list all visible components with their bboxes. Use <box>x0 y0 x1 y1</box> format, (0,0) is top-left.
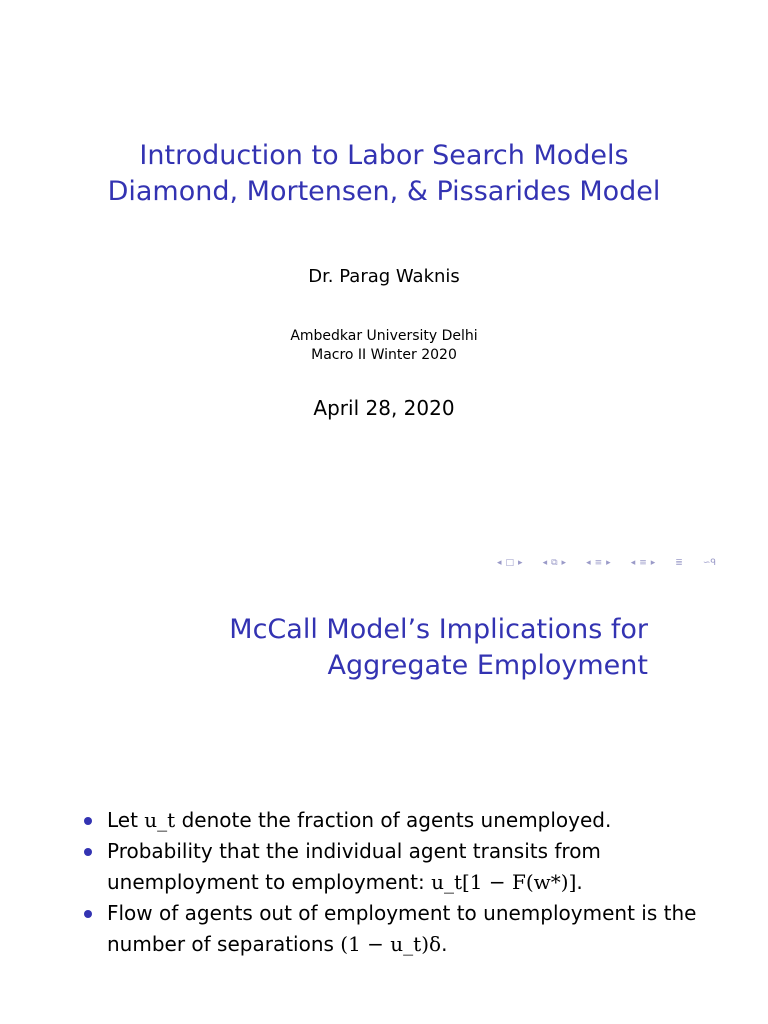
nav-prev-section-icon[interactable]: ◂ <box>586 558 591 568</box>
frame-title-line-2: Aggregate Employment <box>327 650 648 681</box>
institute-line-1: Ambedkar University Delhi <box>290 328 478 344</box>
nav-next-frame-icon[interactable]: ▸ <box>561 558 567 568</box>
institute-line-2: Macro II Winter 2020 <box>311 347 457 363</box>
bullet-item: Flow of agents out of employment to unemployment is the number of separations (1 − u_t)δ. <box>80 898 730 960</box>
bullet-item: Let u_t denote the fraction of agents unemployed. <box>80 805 730 836</box>
author-name: Dr. Parag Waknis <box>308 266 460 287</box>
title-line-1: Introduction to Labor Search Models <box>139 140 629 171</box>
bullet-list <box>80 805 730 960</box>
nav-prev-frame-icon[interactable]: ◂ <box>542 558 548 568</box>
nav-prev-subsection-icon[interactable]: ◂ <box>630 558 636 568</box>
nav-slide-icon[interactable]: □ <box>505 558 515 568</box>
math-expression: u_t[1 − F(w*)] <box>431 870 577 894</box>
title-line-2: Diamond, Mortensen, & Pissarides Model <box>107 176 661 207</box>
institute <box>0 327 768 365</box>
frame-title-line-1: McCall Model’s Implications for <box>229 614 648 645</box>
math-expression: u_t <box>144 808 176 832</box>
math-expression: (1 − u_t)δ <box>340 932 442 956</box>
nav-next-subsection-icon[interactable]: ▸ <box>650 558 656 568</box>
nav-search-icon[interactable]: ∽ᑫ <box>702 558 717 568</box>
bullet-item: Probability that the individual agent transits from unemployment to employment: u_t[1 − F(w*)]. <box>80 836 730 898</box>
beamer-navigation-bar <box>496 555 717 571</box>
nav-prev-slide-icon[interactable]: ◂ <box>497 558 502 568</box>
nav-next-section-icon[interactable]: ▸ <box>606 558 611 568</box>
nav-section-icon[interactable]: ≡ <box>594 558 603 568</box>
frame-title <box>48 612 648 684</box>
nav-subsection-icon[interactable]: ≡ <box>639 558 647 568</box>
nav-doc-icon[interactable]: ≣ <box>675 558 683 568</box>
nav-frame-icon[interactable]: ⧉ <box>551 558 558 568</box>
presentation-title <box>0 138 768 210</box>
presentation-date: April 28, 2020 <box>313 396 455 420</box>
nav-next-slide-icon[interactable]: ▸ <box>518 558 523 568</box>
